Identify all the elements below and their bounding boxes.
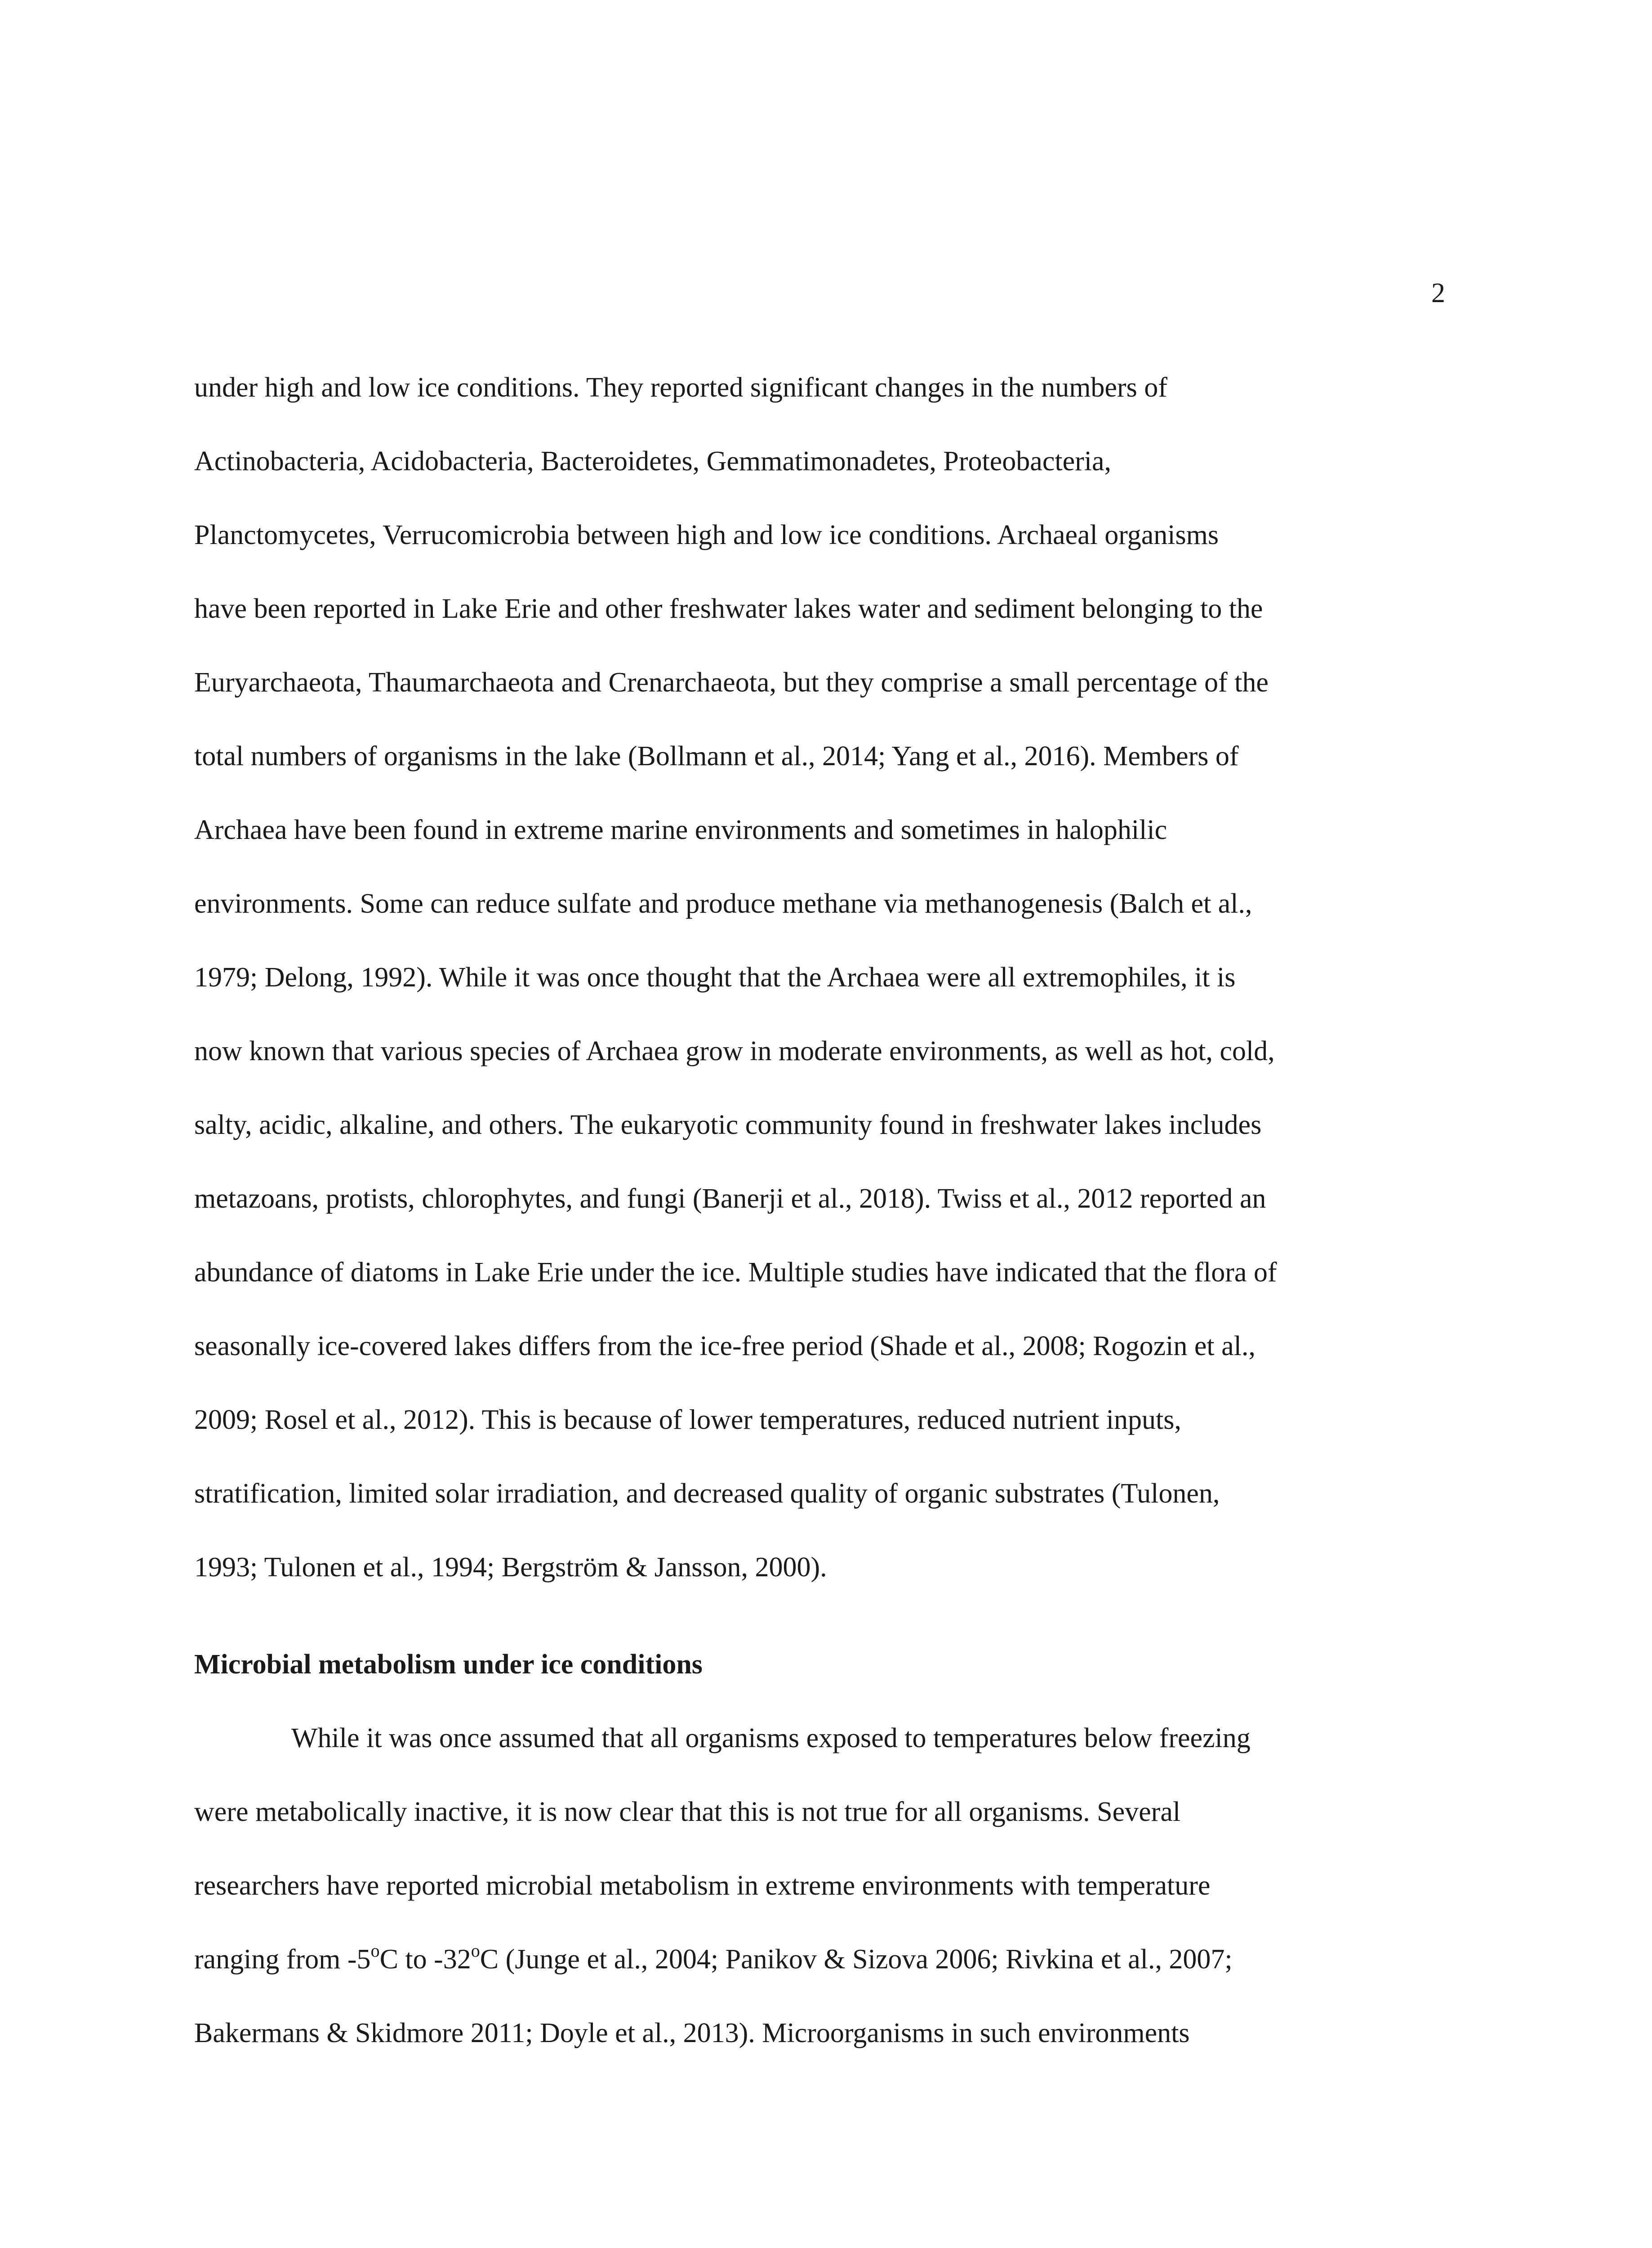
text-line: Archaea have been found in extreme marine environments and sometimes in halophilic bbox=[194, 815, 1167, 845]
text-line: stratification, limited solar irradiation, and decreased quality of organic substrates (Tulonen, bbox=[194, 1478, 1220, 1509]
page-number: 2 bbox=[1431, 278, 1445, 308]
text-segment: C (Junge et al., 2004; Panikov & Sizova 2006; Rivkina et al., 2007; bbox=[480, 1944, 1233, 1975]
text-line: have been reported in Lake Erie and other freshwater lakes water and sediment belonging to the bbox=[194, 593, 1263, 624]
text-line: environments. Some can reduce sulfate and produce methane via methanogenesis (Balch et al., bbox=[194, 888, 1252, 919]
text-line: Actinobacteria, Acidobacteria, Bacteroidetes, Gemmatimonadetes, Proteobacteria, bbox=[194, 446, 1111, 477]
text-line: While it was once assumed that all organisms exposed to temperatures below freezing bbox=[291, 1723, 1251, 1753]
text-line: abundance of diatoms in Lake Erie under the ice. Multiple studies have indicated that the flora of bbox=[194, 1257, 1277, 1288]
text-line: now known that various species of Archaea grow in moderate environments, as well as hot, cold, bbox=[194, 1036, 1275, 1066]
text-line: under high and low ice conditions. They reported significant changes in the numbers of bbox=[194, 372, 1167, 403]
text-line: 1993; Tulonen et al., 1994; Bergström & Jansson, 2000). bbox=[194, 1552, 827, 1583]
text-line: Bakermans & Skidmore 2011; Doyle et al., 2013). Microorganisms in such environments bbox=[194, 2018, 1190, 2048]
text-line: researchers have reported microbial metabolism in extreme environments with temperature bbox=[194, 1870, 1211, 1901]
text-line: total numbers of organisms in the lake (Bollmann et al., 2014; Yang et al., 2016). Members of bbox=[194, 741, 1239, 772]
section-heading: Microbial metabolism under ice conditions bbox=[194, 1649, 703, 1680]
text-line: were metabolically inactive, it is now clear that this is not true for all organisms. Several bbox=[194, 1797, 1181, 1827]
text-line: salty, acidic, alkaline, and others. The eukaryotic community found in freshwater lakes includes bbox=[194, 1110, 1262, 1140]
text-segment: ranging from -5 bbox=[194, 1944, 371, 1975]
text-line: metazoans, protists, chlorophytes, and fungi (Banerji et al., 2018). Twiss et al., 2012 reported an bbox=[194, 1183, 1266, 1214]
text-line: 2009; Rosel et al., 2012). This is because of lower temperatures, reduced nutrient inputs, bbox=[194, 1405, 1181, 1435]
degree-superscript: o bbox=[370, 1940, 380, 1961]
degree-superscript: o bbox=[471, 1940, 480, 1961]
text-segment: C to -32 bbox=[379, 1944, 471, 1975]
text-line: 1979; Delong, 1992). While it was once thought that the Archaea were all extremophiles, it is bbox=[194, 962, 1236, 993]
text-line-temperature bbox=[194, 1941, 1233, 1977]
text-line: seasonally ice-covered lakes differs from the ice-free period (Shade et al., 2008; Rogozin et al., bbox=[194, 1331, 1256, 1361]
text-line: Euryarchaeota, Thaumarchaeota and Crenarchaeota, but they comprise a small percentage of the bbox=[194, 667, 1269, 698]
text-line: Planctomycetes, Verrucomicrobia between high and low ice conditions. Archaeal organisms bbox=[194, 520, 1219, 550]
